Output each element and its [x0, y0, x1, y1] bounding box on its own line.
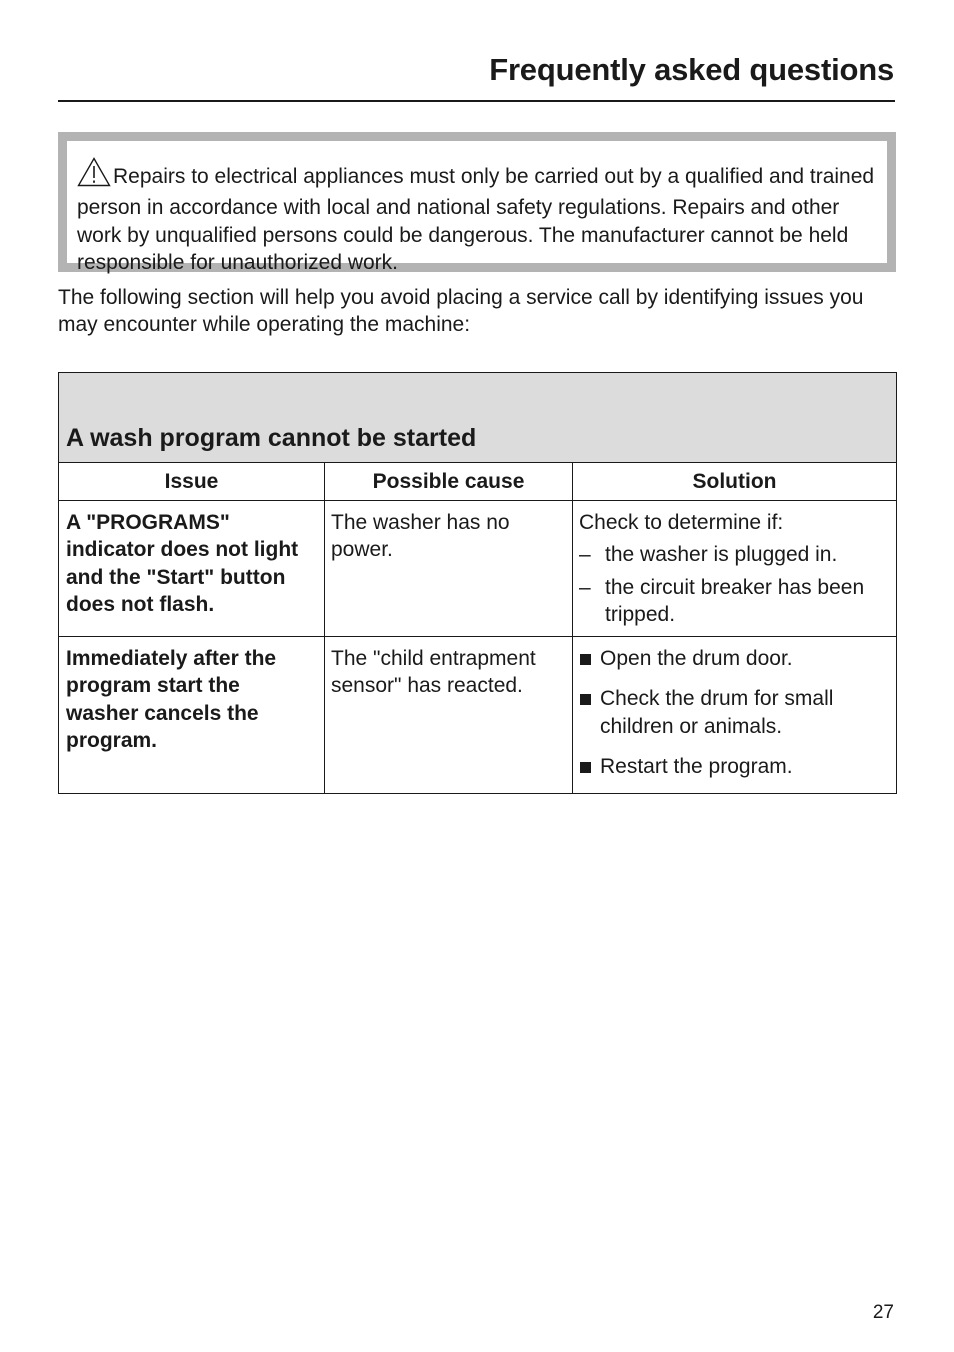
warning-text: Repairs to electrical appliances must only be carried out by a qualified and trained person in accordance with local and national safety regulations. Repairs and other work by unqualified persons could be dangerous. The manufacturer cannot be held responsible for unauthorized work. [77, 165, 875, 274]
troubleshooting-table [58, 372, 897, 794]
page-number: 27 [872, 1302, 894, 1323]
section-heading: A wash program cannot be started [59, 373, 897, 463]
list-item: – the circuit breaker has been tripped. [579, 574, 890, 629]
warning-content [67, 141, 887, 274]
intro-paragraph: The following section will help you avoid placing a service call by identifying issues you may encounter while operating the machine: [58, 286, 864, 337]
warning-box [58, 132, 896, 272]
solution-cell [573, 501, 897, 637]
list-item: Restart the program. [579, 753, 890, 780]
list-item: Open the drum door. [579, 645, 890, 672]
warning-triangle-icon [77, 157, 111, 194]
cause-cell: The "child entrapment sensor" has reacted. [325, 637, 573, 794]
table-row [59, 637, 897, 794]
issue-cell: Immediately after the program start the washer cancels the program. [59, 637, 325, 794]
column-header-cause: Possible cause [325, 463, 573, 501]
solution-intro: Check to determine if: [579, 511, 784, 534]
solution-list [579, 541, 890, 628]
column-header-issue: Issue [59, 463, 325, 501]
issue-cell: A "PROGRAMS" indicator does not light and the "Start" button does not flash. [59, 501, 325, 637]
column-header-solution: Solution [573, 463, 897, 501]
column-header-row [59, 463, 897, 501]
header-divider [58, 100, 895, 102]
table-row [59, 501, 897, 637]
list-item: – the washer is plugged in. [579, 541, 890, 568]
cause-cell: The washer has no power. [325, 501, 573, 637]
page-title: Frequently asked questions [489, 52, 894, 87]
list-item: Check the drum for small children or animals. [579, 685, 890, 740]
solution-cell [573, 637, 897, 794]
solution-list [579, 645, 890, 780]
